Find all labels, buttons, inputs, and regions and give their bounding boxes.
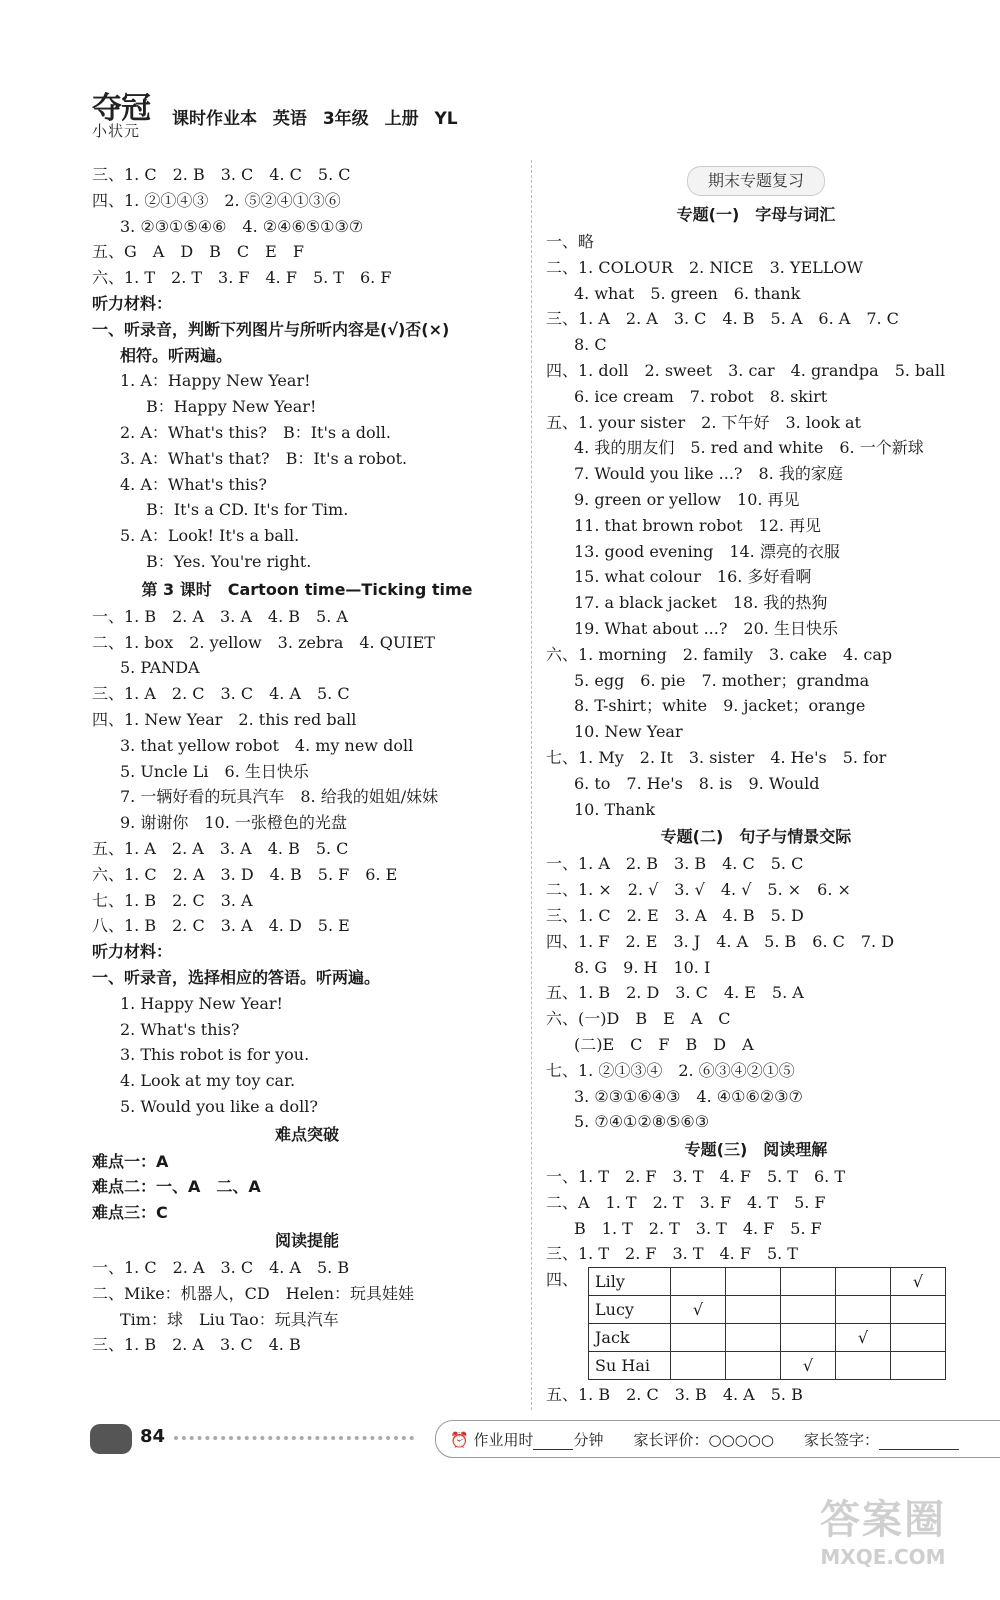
answer-line: 8. G 9. H 10. I <box>574 957 711 977</box>
answer-line: 9. green or yellow 10. 再见 <box>574 489 800 509</box>
clock-icon: ⏰ <box>450 1430 469 1449</box>
parent-sign-label: 家长签字： <box>803 1430 879 1449</box>
answer-line: 4. 我的朋友们 5. red and white 6. 一个新球 <box>574 438 924 458</box>
answer-line: B：Yes. You're right. <box>146 551 312 571</box>
table-cell <box>671 1324 726 1352</box>
answer-line: 4. what 5. green 6. thank <box>574 283 801 303</box>
table-row-name: Su Hai <box>589 1352 671 1380</box>
answer-line: 9. 谢谢你 10. 一张橙色的光盘 <box>120 813 347 833</box>
answer-line: 三、1. T 2. F 3. T 4. F 5. T <box>546 1244 798 1264</box>
answer-line: 3. ②③①⑥④③ 4. ④①⑥②③⑦ <box>574 1086 803 1106</box>
answer-line: 四、1. F 2. E 3. J 4. A 5. B 6. C 7. D <box>546 931 895 951</box>
answer-line: 六、1. T 2. T 3. F 4. F 5. T 6. F <box>92 268 392 288</box>
answer-line: 五、1. your sister 2. 下午好 3. look at <box>546 412 861 432</box>
answer-line: 2. A：What's this? B：It's a doll. <box>120 422 391 442</box>
time-label: 作业用时 <box>473 1430 534 1449</box>
book-title: 课时作业本 英语 3年级 上册 YL <box>172 108 458 129</box>
banner-text: 期末专题复习 <box>687 166 825 196</box>
answer-line: B 1. T 2. T 3. T 4. F 5. F <box>574 1218 822 1238</box>
answer-line: 5. Would you like a doll? <box>120 1096 318 1116</box>
right-column <box>546 162 966 1408</box>
homework-info-bar <box>435 1420 1000 1458</box>
logo-subtitle: 小状元 <box>92 121 141 140</box>
watermark-url: MXQE.COM <box>820 1545 946 1569</box>
answer-line: 四、1. ②①④③ 2. ⑤②④①③⑥ <box>92 190 341 210</box>
answer-line: 五、1. B 2. D 3. C 4. E 5. A <box>546 983 804 1003</box>
answer-line: 一、听录音，判断下列图片与所听内容是(√)否(×) <box>92 319 450 339</box>
answer-line: 四、1. doll 2. sweet 3. car 4. grandpa 5. ball <box>546 360 946 380</box>
table-cell <box>671 1268 726 1296</box>
table-cell: √ <box>781 1352 836 1380</box>
robot-icon <box>90 1424 132 1454</box>
table-cell <box>836 1296 891 1324</box>
answer-line: 5. A：Look! It's a ball. <box>120 526 300 546</box>
answer-line: 1. A：Happy New Year! <box>120 371 311 391</box>
answer-line: 6. ice cream 7. robot 8. skirt <box>574 386 828 406</box>
answer-line: 2. What's this? <box>120 1019 240 1039</box>
table-cell <box>726 1352 781 1380</box>
answer-line: 五、1. B 2. C 3. B 4. A 5. B <box>546 1385 803 1405</box>
answer-line: 3. A：What's that? B：It's a robot. <box>120 448 408 468</box>
page-header <box>92 86 458 146</box>
answer-line: 19. What about ...? 20. 生日快乐 <box>574 618 838 638</box>
table-cell: √ <box>891 1268 946 1296</box>
table-row <box>589 1268 946 1296</box>
time-blank <box>533 1435 573 1450</box>
time-unit: 分钟 <box>573 1430 604 1449</box>
answer-line: 二、1. COLOUR 2. NICE 3. YELLOW <box>546 257 863 277</box>
table-cell <box>726 1268 781 1296</box>
answer-table <box>588 1267 946 1380</box>
answer-line: 六、(一)D B E A C <box>546 1009 731 1029</box>
answer-line: 10. Thank <box>574 799 656 819</box>
table-row-name: Jack <box>589 1324 671 1352</box>
answer-line: 3. ②③①⑤④⑥ 4. ②④⑥⑤①③⑦ <box>120 216 364 236</box>
table-cell: √ <box>836 1324 891 1352</box>
answer-line: 13. good evening 14. 漂亮的衣服 <box>574 541 840 561</box>
answer-line: 二、1. box 2. yellow 3. zebra 4. QUIET <box>92 632 435 652</box>
watermark <box>820 1488 946 1569</box>
answer-line: 一、1. A 2. B 3. B 4. C 5. C <box>546 854 804 874</box>
parent-evaluation: 家长评价：○○○○○ <box>633 1430 774 1449</box>
answer-line: 一、听录音，选择相应的答语。听两遍。 <box>92 967 381 987</box>
answer-line: 相符。听两遍。 <box>120 345 233 365</box>
answer-line: 一、1. T 2. F 3. T 4. F 5. T 6. T <box>546 1167 846 1187</box>
answer-line: 一、略 <box>546 232 595 251</box>
table-cell <box>781 1296 836 1324</box>
answer-line: 5. PANDA <box>120 658 200 678</box>
table-cell <box>836 1268 891 1296</box>
left-column <box>92 162 522 1358</box>
table-cell <box>781 1268 836 1296</box>
answer-line: 一、1. C 2. A 3. C 4. A 5. B <box>92 1258 350 1278</box>
answer-line: 10. New Year <box>574 722 683 742</box>
answer-line: B：Happy New Year! <box>146 397 317 417</box>
answer-line: 八、1. B 2. C 3. A 4. D 5. E <box>92 916 350 936</box>
section-heading: 专题(二) 句子与情景交际 <box>660 827 852 847</box>
answer-line: 3. This robot is for you. <box>120 1045 310 1065</box>
answer-line: 六、1. morning 2. family 3. cake 4. cap <box>546 644 893 664</box>
answer-table-block <box>546 1267 966 1382</box>
table-cell <box>781 1324 836 1352</box>
answer-line: 15. what colour 16. 多好看啊 <box>574 567 812 587</box>
section-banner <box>546 162 966 200</box>
answer-line: 三、1. C 2. B 3. C 4. C 5. C <box>92 165 351 184</box>
sign-field <box>804 1429 959 1450</box>
answer-line: Tim：球 Liu Tao：玩具汽车 <box>120 1309 339 1329</box>
answer-line: 一、1. B 2. A 3. A 4. B 5. A <box>92 606 348 626</box>
answer-line: 五、1. A 2. A 3. A 4. B 5. C <box>92 838 349 858</box>
time-field <box>450 1429 604 1450</box>
answer-line: 三、1. A 2. A 3. C 4. B 5. A 6. A 7. C <box>546 309 899 329</box>
answer-line: (二)E C F B D A <box>574 1034 754 1054</box>
answer-line: 8. T-shirt；white 9. jacket；orange <box>574 696 866 716</box>
answer-line: 二、A 1. T 2. T 3. F 4. T 5. F <box>546 1192 826 1212</box>
answer-line: 7. 一辆好看的玩具汽车 8. 给我的姐姐/妹妹 <box>120 787 439 807</box>
table-row <box>589 1352 946 1380</box>
answer-line: 6. to 7. He's 8. is 9. Would <box>574 773 820 793</box>
logo-title: 夺冠 <box>92 90 150 126</box>
table-cell <box>891 1296 946 1324</box>
table-row <box>589 1324 946 1352</box>
section-heading: 难点突破 <box>274 1124 339 1144</box>
answer-line: 1. Happy New Year! <box>120 993 283 1013</box>
table-cell <box>836 1352 891 1380</box>
table-cell <box>891 1324 946 1352</box>
answer-line: 二、1. × 2. √ 3. √ 4. √ 5. × 6. × <box>546 880 851 900</box>
answer-line: 7. Would you like ...? 8. 我的家庭 <box>574 464 843 484</box>
table-row-name: Lucy <box>589 1296 671 1324</box>
brand-logo <box>92 90 150 140</box>
table-row <box>589 1296 946 1324</box>
dotted-divider <box>174 1436 414 1440</box>
page-number: 84 <box>140 1426 166 1447</box>
column-divider <box>531 160 532 1410</box>
answer-line: 六、1. C 2. A 3. D 4. B 5. F 6. E <box>92 864 398 884</box>
right-column-lines <box>546 200 966 1267</box>
table-label: 四、 <box>546 1270 579 1290</box>
answer-line: 11. that brown robot 12. 再见 <box>574 515 822 535</box>
watermark-text: 答案圈 <box>820 1497 946 1543</box>
answer-line: 难点一：A <box>92 1151 169 1171</box>
page-footer <box>90 1420 950 1460</box>
answer-line: 四、1. New Year 2. this red ball <box>92 709 357 729</box>
table-cell <box>726 1324 781 1352</box>
answer-line: 4. A：What's this? <box>120 474 267 494</box>
answer-line: 5. ⑦④①②⑧⑤⑥③ <box>574 1112 710 1132</box>
answer-line: 难点三：C <box>92 1203 168 1223</box>
answer-line: 五、G A D B C E F <box>92 242 304 262</box>
answer-line: 三、1. A 2. C 3. C 4. A 5. C <box>92 684 350 704</box>
answer-line: 难点二：一、A 二、A <box>92 1177 261 1197</box>
answer-line: 二、Mike：机器人，CD Helen：玩具娃娃 <box>92 1283 415 1303</box>
answer-line: 听力材料： <box>92 942 173 962</box>
answer-line: 七、1. My 2. It 3. sister 4. He's 5. for <box>546 747 887 767</box>
answer-line: 七、1. B 2. C 3. A <box>92 890 253 910</box>
table-cell <box>891 1352 946 1380</box>
answer-line: 七、1. ②①③④ 2. ⑥③④②①⑤ <box>546 1060 795 1080</box>
section-heading: 第 3 课时 Cartoon time—Ticking time <box>141 579 473 599</box>
table-cell <box>726 1296 781 1324</box>
section-heading: 专题(一) 字母与词汇 <box>676 205 836 224</box>
answer-line: 4. Look at my toy car. <box>120 1071 296 1091</box>
answer-line: 3. that yellow robot 4. my new doll <box>120 735 414 755</box>
section-heading: 阅读提能 <box>274 1231 339 1251</box>
answer-line: 听力材料： <box>92 293 173 313</box>
sign-blank <box>879 1435 959 1450</box>
answer-line: 5. Uncle Li 6. 生日快乐 <box>120 761 309 781</box>
table-cell <box>671 1352 726 1380</box>
section-heading: 专题(三) 阅读理解 <box>684 1140 828 1160</box>
answer-line: B：It's a CD. It's for Tim. <box>146 500 349 520</box>
answer-line: 三、1. C 2. E 3. A 4. B 5. D <box>546 905 804 925</box>
answer-line: 三、1. B 2. A 3. C 4. B <box>92 1335 301 1355</box>
answer-line: 17. a black jacket 18. 我的热狗 <box>574 593 828 613</box>
table-cell: √ <box>671 1296 726 1324</box>
table-row-name: Lily <box>589 1268 671 1296</box>
answer-line: 5. egg 6. pie 7. mother；grandma <box>574 670 870 690</box>
answer-line: 8. C <box>574 335 607 355</box>
